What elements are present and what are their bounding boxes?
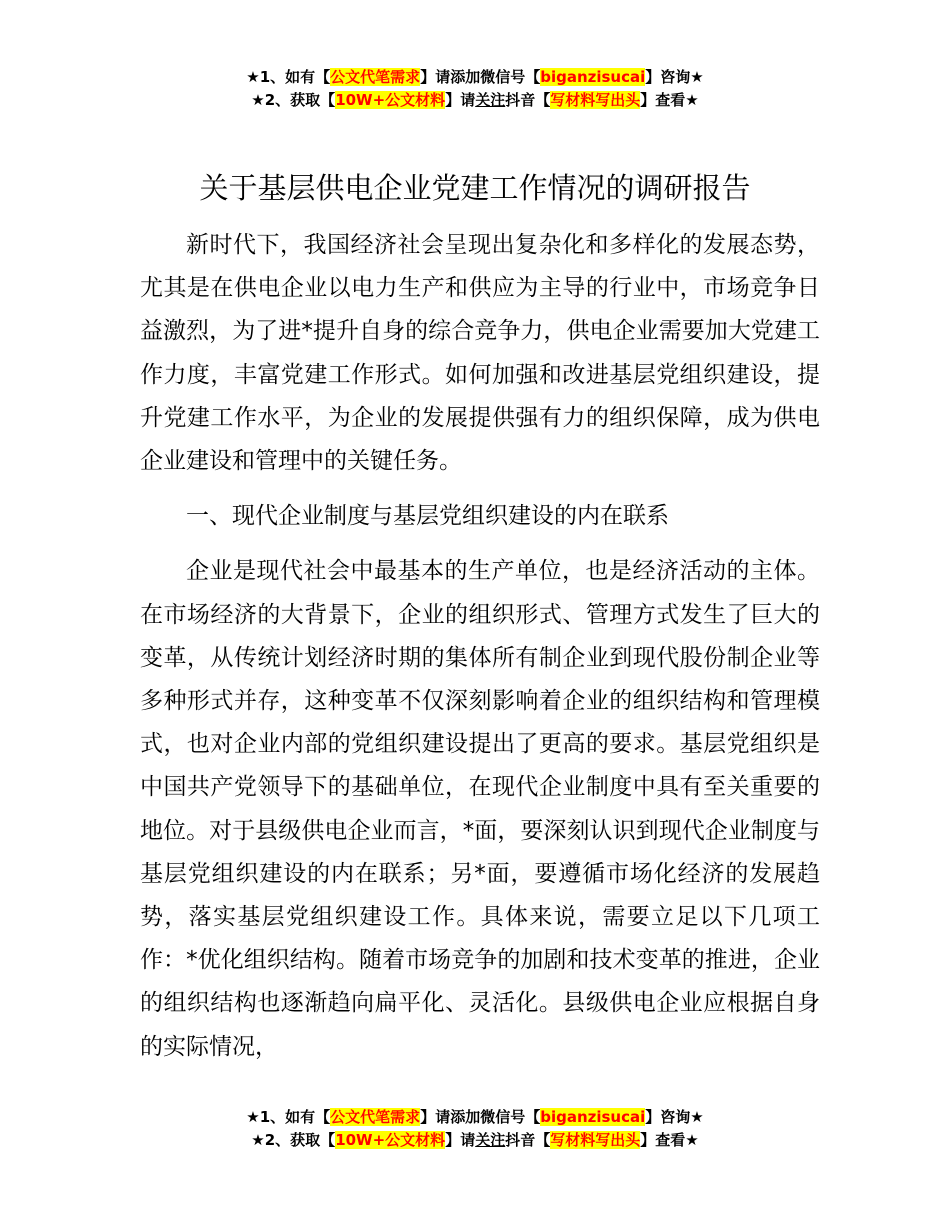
paragraph-section-1: 企业是现代社会中最基本的生产单位，也是经济活动的主体。在市场经济的大背景下，企业的组织形式、管理方式发生了巨大的变革，从传统计划经济时期的集体所有制企业到现代股份制企业等多种形式并存，这种变革不仅深刻影响着企业的组织结构和管理模式，也对企业内部的党组织建设提出了更高的要求。基层党组织是中国共产党领导下的基础单位，在现代企业制度中具有至关重要的地位。对于县级供电企业而言，*面，要深刻认识到现代企业制度与基层党组织建设的内在联系；另*面，要遵循市场化经济的发展趋势，落实基层党组织建设工作。具体来说，需要立足以下几项工作：*优化组织结构。随着市场竞争的加剧和技术变革的推进，企业的组织结构也逐渐趋向扁平化、灵活化。县级供电企业应根据自身的实际情况， xyxy=(140,558,820,1060)
promo-line-2: ★2、获取【10W+公文材料】请关注抖音【写材料写出头】查看★ xyxy=(251,91,699,109)
promo-follow-text: 关注 xyxy=(475,1131,506,1149)
promo-line-1: ★1、如有【公文代笔需求】请添加微信号【biganzisucai】咨询★ xyxy=(246,68,704,86)
section-heading-1: 一、现代企业制度与基层党组织建设的内在联系 xyxy=(186,503,669,530)
promo-highlight-materials: 10W+公文材料 xyxy=(335,1131,446,1149)
paragraph-intro: 新时代下，我国经济社会呈现出复杂化和多样化的发展态势，尤其是在供电企业以电力生产和供应为主导的行业中，市场竞争日益激烈，为了进*提升自身的综合竞争力，供电企业需要加大党建工作力度，丰富党建工作形式。如何加强和改进基层党组织建设，提升党建工作水平，为企业的发展提供强有力的组织保障，成为供电企业建设和管理中的关键任务。 xyxy=(140,232,820,475)
promo-highlight-douyin: 写材料写出头 xyxy=(550,1131,641,1149)
promo-follow-text: 关注 xyxy=(475,91,506,109)
promo-highlight-wechat-id: biganzisucai xyxy=(540,68,646,86)
promo-highlight-wechat-id: biganzisucai xyxy=(540,1108,646,1126)
top-promo-banner xyxy=(0,66,950,112)
document-title: 关于基层供电企业党建工作情况的调研报告 xyxy=(199,171,751,205)
promo-highlight-ghostwriting: 公文代笔需求 xyxy=(330,1108,421,1126)
promo-line-1: ★1、如有【公文代笔需求】请添加微信号【biganzisucai】咨询★ xyxy=(246,1108,704,1126)
bottom-promo-banner xyxy=(0,1106,950,1152)
promo-highlight-materials: 10W+公文材料 xyxy=(335,91,446,109)
promo-line-2: ★2、获取【10W+公文材料】请关注抖音【写材料写出头】查看★ xyxy=(251,1131,699,1149)
promo-highlight-douyin: 写材料写出头 xyxy=(550,91,641,109)
document-body xyxy=(140,224,820,1069)
promo-highlight-ghostwriting: 公文代笔需求 xyxy=(330,68,421,86)
